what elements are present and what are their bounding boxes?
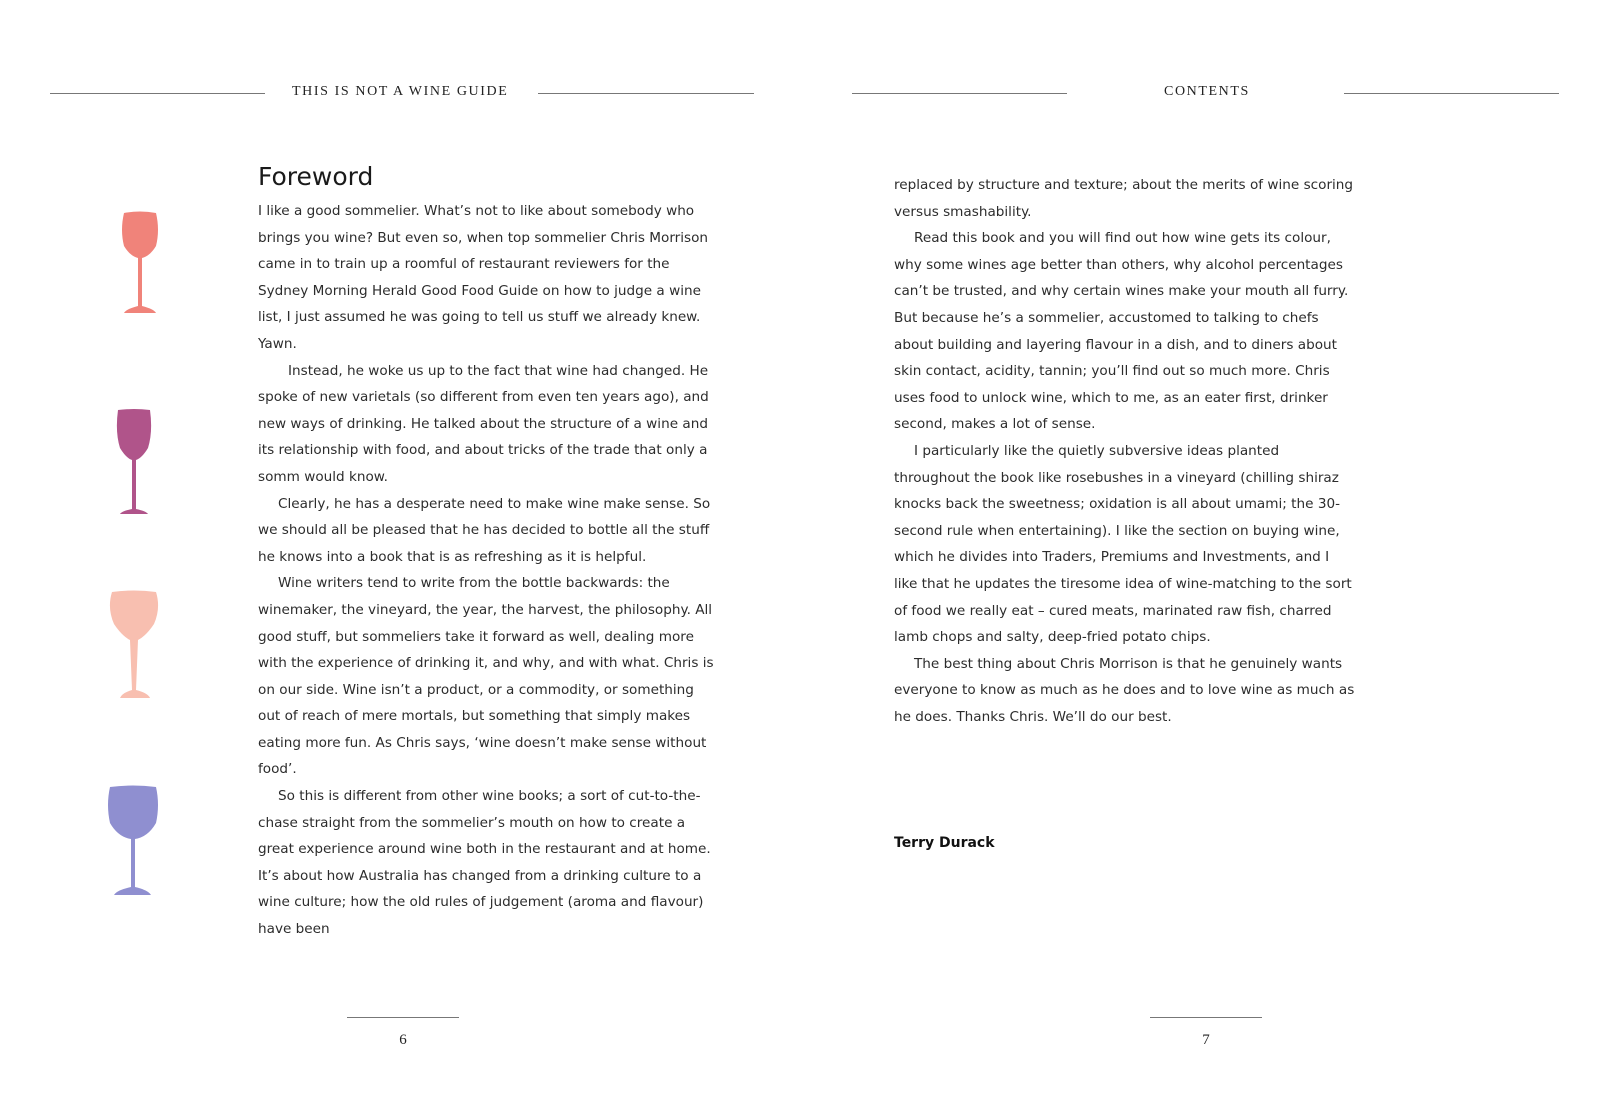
- body-text-right: [894, 172, 1356, 730]
- running-head-right: CONTENTS: [1164, 84, 1250, 99]
- paragraph: I particularly like the quietly subversive ideas planted throughout the book like rosebushes in a vineyard (chilling shiraz knocks back the sweetness; oxidation is all about umami; the 30-second rule when entertaining). I like the section on buying wine, which he divides into Traders, Premiums and Investments, and I like that he updates the tiresome idea of wine-matching to the sort of food we really eat – cured meats, marinated raw fish, charred lamb chops and salty, deep-fried potato chips.: [894, 442, 1352, 646]
- paragraph: Instead, he woke us up to the fact that wine had changed. He spoke of new varietals (so different from even ten years ago), and new ways of drinking. He talked about the structure of a wine and its relationship with food, and about tricks of the trade that only a somm would know.: [258, 362, 709, 485]
- running-head-left: THIS IS NOT A WINE GUIDE: [292, 84, 509, 99]
- page-number-right: 7: [1202, 1032, 1210, 1048]
- header-rule-left: [50, 93, 265, 94]
- paragraph: Read this book and you will find out how wine gets its colour, why some wines age better than others, why alcohol percentages can’t be trusted, and why certain wines make your mouth all furry. But because he’s a sommelier, accustomed to talking to chefs about building and layering flavour in a dish, and to diners about skin contact, acidity, tannin; you’ll find out so much more. Chris uses food to unlock wine, which to me, as an eater first, drinker second, makes a lot of sense.: [894, 230, 1349, 433]
- paragraph: Clearly, he has a desperate need to make wine make sense. So we should all be pleased that he has decided to bottle all the stuff he knows into a book that is as refreshing as it is helpful.: [258, 495, 711, 565]
- paragraph: So this is different from other wine books; a sort of cut-to-the-chase straight from the sommelier’s mouth on how to create a great experience around wine both in the restaurant and at home. It’s about how Australia has changed from a drinking culture to a wine culture; how the old rules of judgement (aroma and flavour) have been: [258, 788, 711, 938]
- author-signature: Terry Durack: [894, 835, 995, 851]
- paragraph: The best thing about Chris Morrison is that he genuinely wants everyone to know as much as he does and to love wine as much as he does. Thanks Chris. We’ll do our best.: [894, 655, 1355, 725]
- wine-glass-icon-coral: [116, 210, 164, 322]
- paragraph: replaced by structure and texture; about the merits of wine scoring versus smashability.: [894, 177, 1354, 220]
- wine-glass-icon-magenta: [112, 408, 156, 520]
- footer-rule-right: [1150, 1017, 1262, 1018]
- header-rule-right: [538, 93, 754, 94]
- body-text-left: [258, 198, 720, 943]
- header-rule-left: [852, 93, 1067, 94]
- wine-glass-icon-pink: [106, 590, 162, 702]
- header-rule-right: [1344, 93, 1559, 94]
- paragraph: I like a good sommelier. What’s not to like about somebody who brings you wine? But even so, when top sommelier Chris Morrison came in to train up a roomful of restaurant reviewers for the Sydney Morning Herald Good Food Guide on how to judge a wine list, I just assumed he was going to tell us stuff we already knew. Yawn.: [258, 203, 709, 352]
- wine-glass-icon-periwinkle: [104, 785, 162, 901]
- page-title: Foreword: [258, 162, 374, 191]
- paragraph: Wine writers tend to write from the bottle backwards: the winemaker, the vineyard, the year, the harvest, the philosophy. All good stuff, but sommeliers take it forward as well, dealing more with the experience of drinking it, and why, and with what. Chris is on our side. Wine isn’t a product, or a commodity, or something out of reach of mere mortals, but something that simply makes eating more fun. As Chris says, ‘wine doesn’t make sense without food’.: [258, 575, 714, 778]
- page-number-left: 6: [399, 1032, 407, 1048]
- footer-rule-left: [347, 1017, 459, 1018]
